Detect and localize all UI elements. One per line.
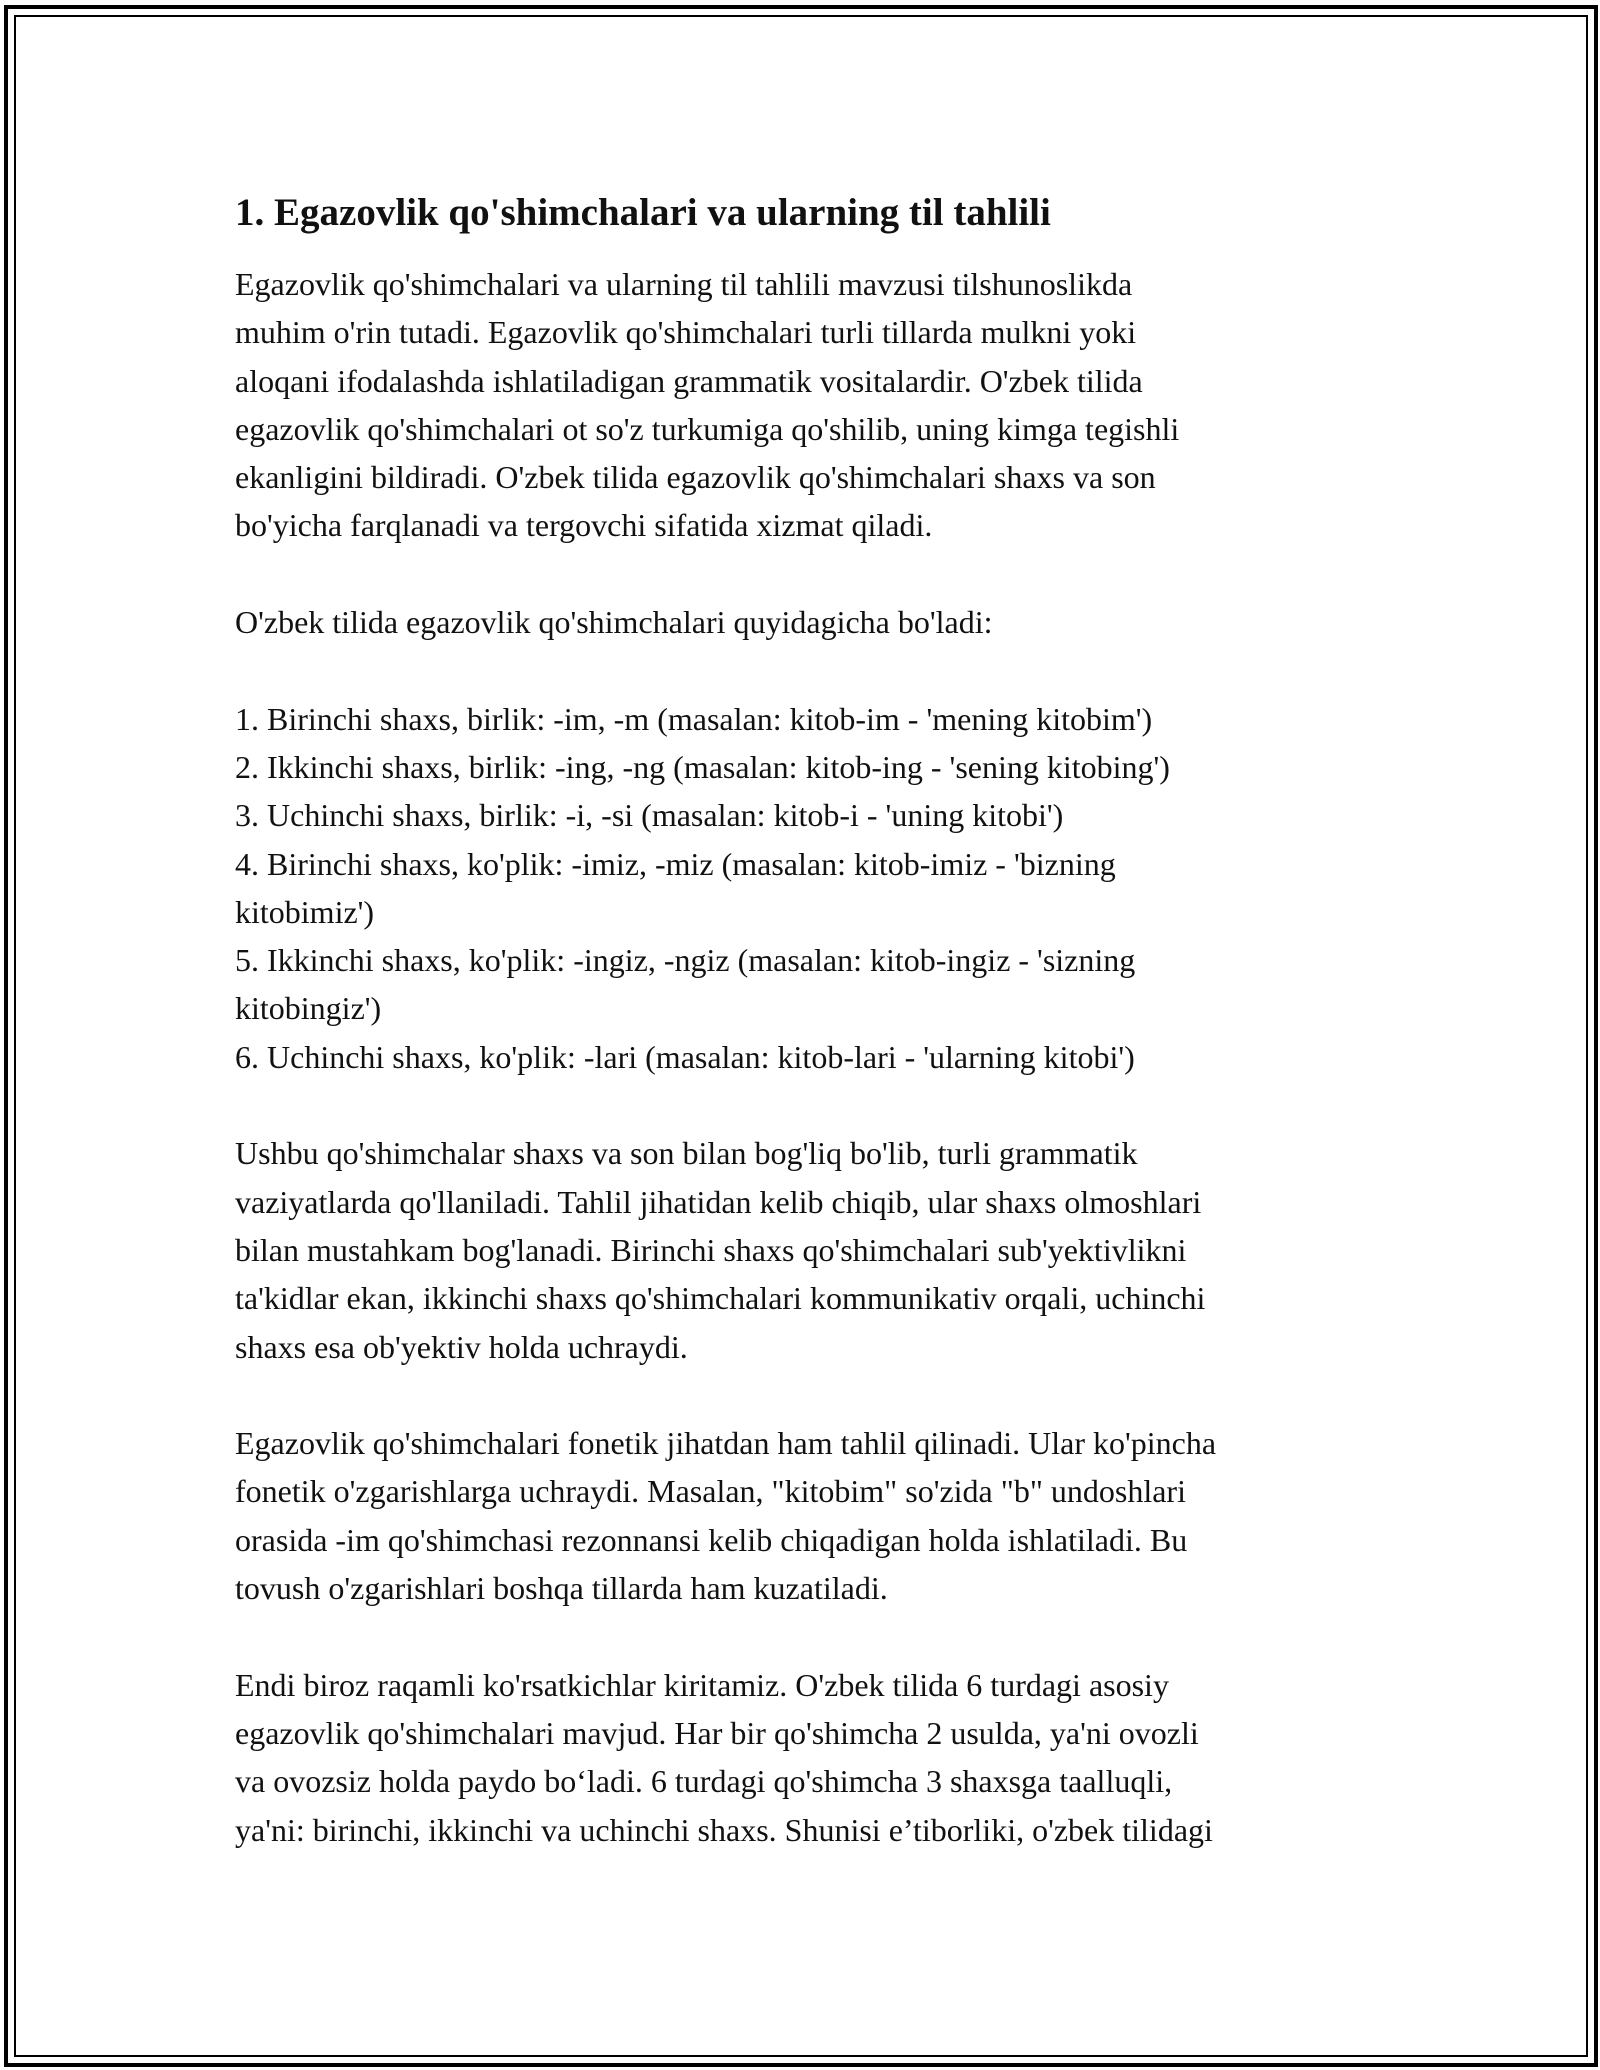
list-item: 2. Ikkinchi shaxs, birlik: -ing, -ng (masalan: kitob-ing - 'sening kitobing') (235, 748, 1170, 785)
paragraph-line: Egazovlik qo'shimchalari fonetik jihatdan ham tahlil qilinadi. Ular ko'pincha (235, 1425, 1217, 1462)
paragraph-intro (235, 260, 1365, 550)
paragraph-line: egazovlik qo'shimchalari ot so'z turkumiga qo'shilib, uning kimga tegishli (235, 410, 1180, 447)
paragraph-spacer (235, 1612, 1365, 1660)
paragraph-line: shaxs esa ob'yektiv holda uchraydi. (235, 1328, 688, 1365)
list-item-continuation: kitobimiz') (235, 893, 375, 930)
list-item: 3. Uchinchi shaxs, birlik: -i, -si (masalan: kitob-i - 'uning kitobi') (235, 797, 1064, 834)
paragraph-spacer (235, 1371, 1365, 1419)
list-item: 4. Birinchi shaxs, ko'plik: -imiz, -miz (masalan: kitob-imiz - 'bizning (235, 845, 1116, 882)
paragraph-analysis (235, 1129, 1365, 1370)
paragraph-line: va ovozsiz holda paydo bo‘ladi. 6 turdagi qo'shimcha 3 shaxsga taalluqli, (235, 1763, 1173, 1800)
list-item: 5. Ikkinchi shaxs, ko'plik: -ingiz, -ngiz (masalan: kitob-ingiz - 'sizning (235, 942, 1136, 979)
paragraph-line: bilan mustahkam bog'lanadi. Birinchi shaxs qo'shimchalari sub'yektivlikni (235, 1231, 1187, 1268)
list-intro-line: O'zbek tilida egazovlik qo'shimchalari quyidagicha bo'ladi: (235, 604, 993, 641)
paragraph-numbers (235, 1661, 1365, 1854)
paragraph-line: Ushbu qo'shimchalar shaxs va son bilan bog'liq bo'lib, turli grammatik (235, 1135, 1138, 1172)
paragraph-line: Egazovlik qo'shimchalari va ularning til tahlili mavzusi tilshunoslikda (235, 266, 1133, 302)
paragraph-line: fonetik o'zgarishlarga uchraydi. Masalan, "kitobim" so'zida "b" undoshlari (235, 1473, 1186, 1510)
paragraph-line: ekanligini bildiradi. O'zbek tilida egazovlik qo'shimchalari shaxs va son (235, 459, 1156, 496)
suffix-list (235, 695, 1365, 1081)
paragraph-line: tovush o'zgarishlari boshqa tillarda ham kuzatiladi. (235, 1570, 888, 1607)
paragraph-line: ta'kidlar ekan, ikkinchi shaxs qo'shimchalari kommunikativ orqali, uchinchi (235, 1280, 1206, 1317)
paragraph-line: aloqani ifodalashda ishlatiladigan grammatik vositalardir. O'zbek tilida (235, 362, 1143, 399)
paragraph-line: ya'ni: birinchi, ikkinchi va uchinchi shaxs. Shunisi e’tiborliki, o'zbek tilidagi (235, 1811, 1213, 1848)
paragraph-line: muhim o'rin tutadi. Egazovlik qo'shimchalari turli tillarda mulkni yoki (235, 314, 1137, 351)
document-body (235, 188, 1365, 1854)
paragraph-line: orasida -im qo'shimchasi rezonnansi kelib chiqadigan holda ishlatiladi. Bu (235, 1521, 1188, 1558)
paragraph-line: bo'yicha farqlanadi va tergovchi sifatida xizmat qiladi. (235, 507, 933, 544)
paragraph-phonetic (235, 1419, 1365, 1612)
paragraph-line: egazovlik qo'shimchalari mavjud. Har bir qo'shimcha 2 usulda, ya'ni ovozli (235, 1714, 1199, 1751)
section-heading: 1. Egazovlik qo'shimchalari va ularning til tahlili (235, 191, 1051, 234)
paragraph-spacer (235, 550, 1365, 598)
paragraph-line: vaziyatlarda qo'llaniladi. Tahlil jihatidan kelib chiqib, ular shaxs olmoshlari (235, 1183, 1202, 1220)
paragraph-spacer (235, 646, 1365, 694)
paragraph-line: Endi biroz raqamli ko'rsatkichlar kiritamiz. O'zbek tilida 6 turdagi asosiy (235, 1666, 1169, 1703)
list-item: 1. Birinchi shaxs, birlik: -im, -m (masalan: kitob-im - 'mening kitobim') (235, 700, 1153, 737)
paragraph-spacer (235, 1081, 1365, 1129)
list-item-continuation: kitobingiz') (235, 990, 382, 1027)
list-item: 6. Uchinchi shaxs, ko'plik: -lari (masalan: kitob-lari - 'ularning kitobi') (235, 1038, 1135, 1075)
